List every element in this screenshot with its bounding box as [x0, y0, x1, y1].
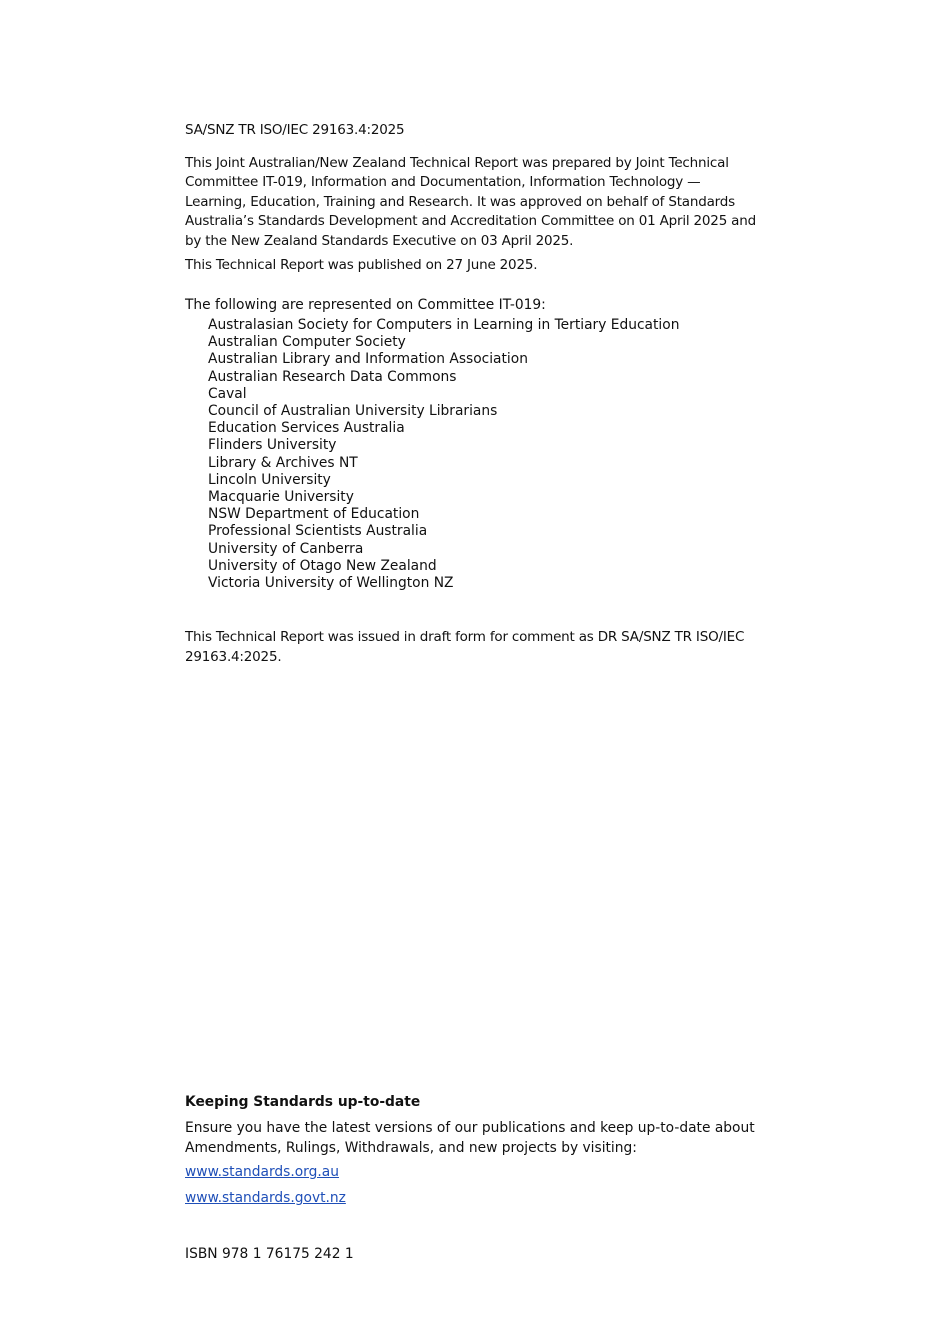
committee-member: Flinders University: [208, 437, 337, 454]
committee-member: University of Canberra: [208, 540, 364, 557]
committee-member: Professional Scientists Australia: [208, 523, 428, 540]
committee-member: NSW Department of Education: [208, 506, 420, 523]
committee-member: Council of Australian University Librarians: [208, 403, 498, 420]
committee-member: Australian Library and Information Association: [208, 351, 528, 368]
committee-member: Victoria University of Wellington NZ: [208, 575, 454, 592]
committee-member: Australasian Society for Computers in Learning in Tertiary Education: [208, 317, 680, 333]
committee-member: Lincoln University: [208, 471, 331, 488]
keeping-up-to-date-text: Ensure you have the latest versions of our publications and keep up-to-date about Amendments, Rulings, Withdrawals, and new projects by visiting:: [185, 1120, 755, 1156]
document-id: SA/SNZ TR ISO/IEC 29163.4:2025: [185, 122, 405, 138]
committee-member: University of Otago New Zealand: [208, 557, 437, 574]
committee-member: Australian Computer Society: [208, 334, 406, 351]
publication-date-statement: This Technical Report was published on 27 June 2025.: [185, 257, 538, 273]
preparation-statement: This Joint Australian/New Zealand Technical Report was prepared by Joint Technical Committee IT-019, Information and Documentation, Information Technology — Learning, Education, Training and Research. It was approved on behalf of Standards Australia’s Standards Development and Accreditation Committee on 01 April 2025 and by the New Zealand Standards Executive on 03 April 2025.: [185, 155, 756, 249]
keeping-up-to-date-heading: Keeping Standards up-to-date: [185, 1094, 421, 1110]
committee-member-list: [208, 317, 679, 592]
isbn: ISBN 978 1 76175 242 1: [185, 1246, 354, 1262]
committee-member: Australian Research Data Commons: [208, 368, 457, 385]
standards-australia-link[interactable]: www.standards.org.au: [185, 1164, 339, 1180]
committee-member: Caval: [208, 385, 247, 402]
committee-member: Library & Archives NT: [208, 454, 358, 471]
committee-member: Macquarie University: [208, 489, 354, 506]
standards-new-zealand-link[interactable]: www.standards.govt.nz: [185, 1190, 346, 1206]
committee-intro: The following are represented on Committee IT-019:: [185, 297, 546, 313]
committee-member: Education Services Australia: [208, 420, 405, 437]
draft-statement: This Technical Report was issued in draft form for comment as DR SA/SNZ TR ISO/IEC 29163.4:2025.: [185, 629, 745, 665]
